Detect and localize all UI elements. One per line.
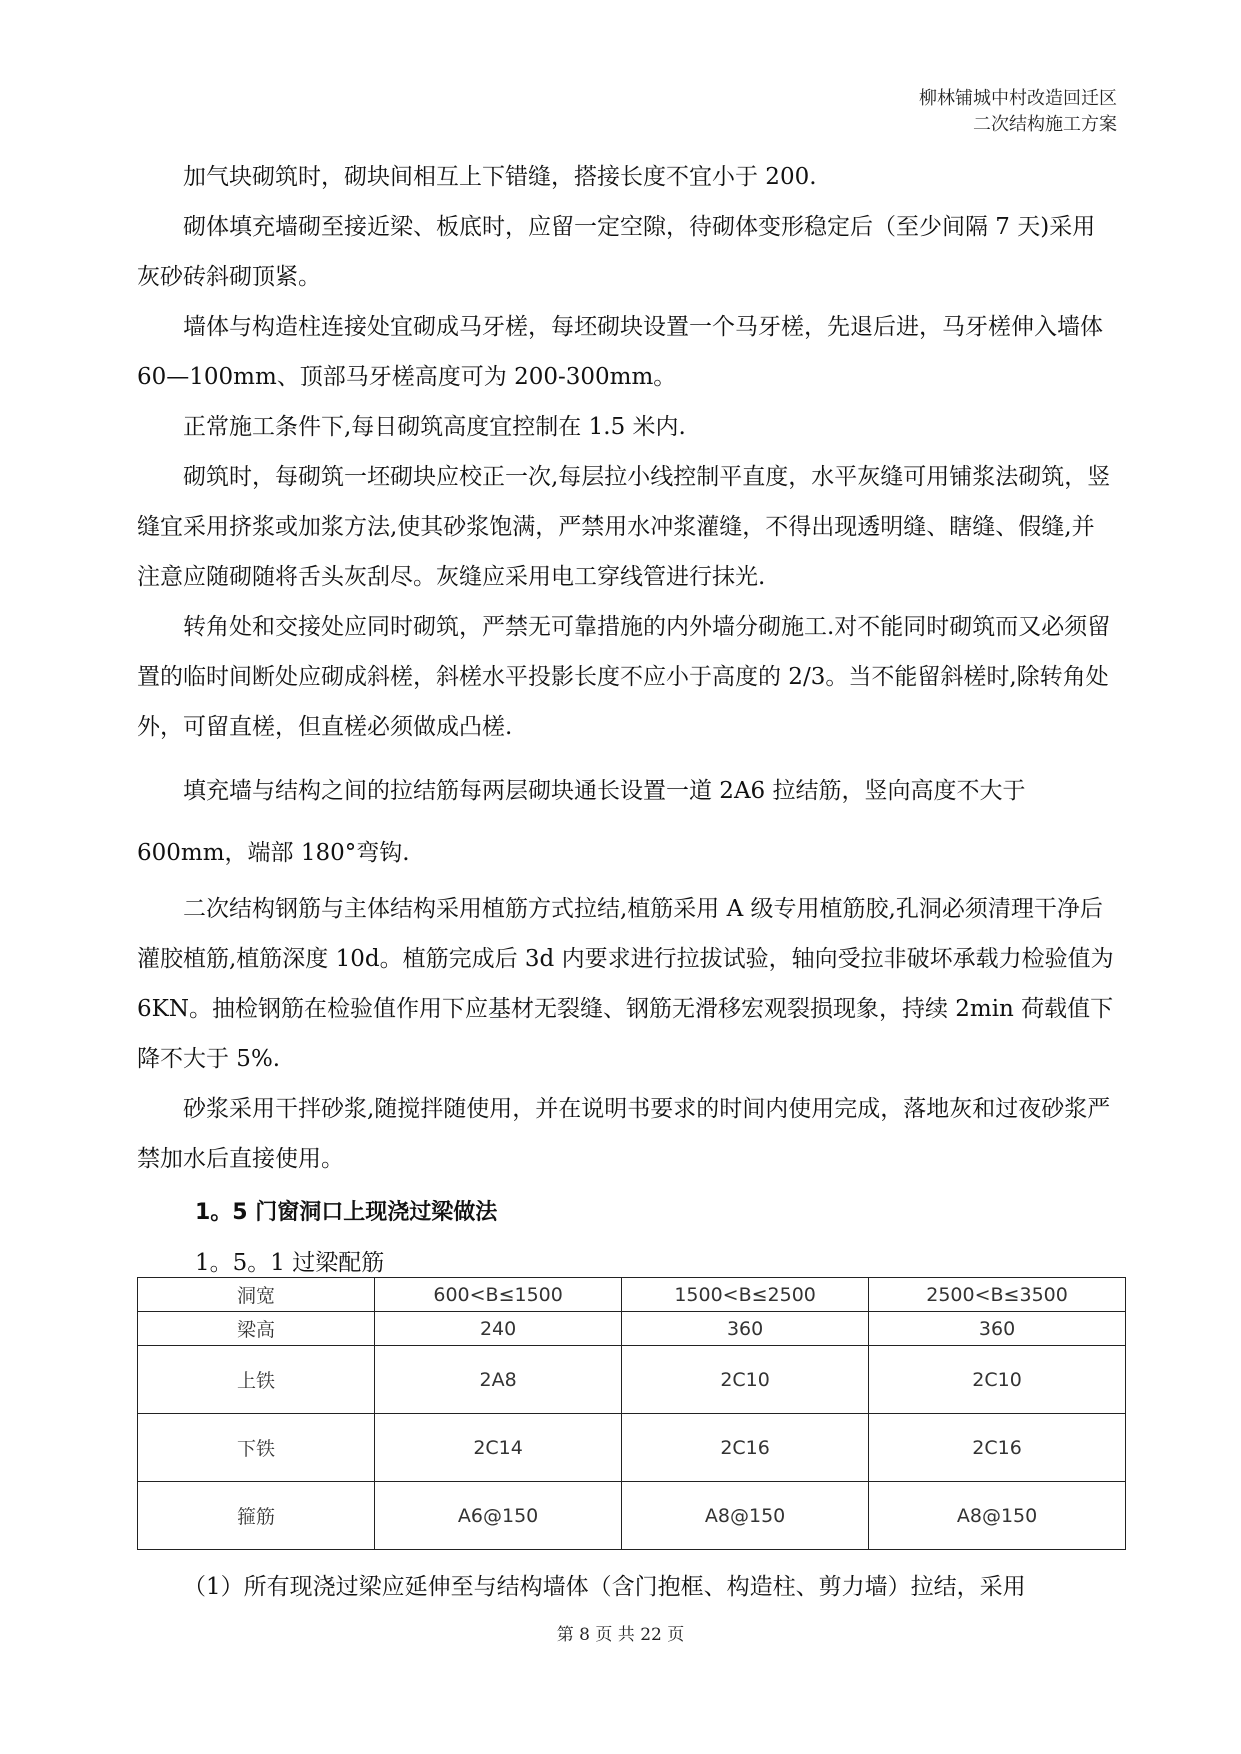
paragraph-block-staggering: 加气块砌筑时，砌块间相互上下错缝，搭接长度不宜小于 200. — [183, 164, 817, 190]
table-cell: 2C10 — [622, 1346, 869, 1414]
paragraph-toothing: 墙体与构造柱连接处宜砌成马牙槎，每坯砌块设置一个马牙槎，先退后进，马牙槎伸入墙体 60—100mm、顶部马牙槎高度可为 200-300mm。 — [137, 314, 1103, 390]
page-header — [919, 86, 1117, 138]
table-cell: 下铁 — [138, 1414, 375, 1482]
table-cell: 2C14 — [375, 1414, 622, 1482]
header-project-name: 柳林铺城中村改造回迁区 — [919, 88, 1117, 109]
table-cell: 2C10 — [869, 1346, 1126, 1414]
table-cell: 360 — [622, 1312, 869, 1346]
paragraph-infill-wall-top: 砌体填充墙砌至接近梁、板底时，应留一定空隙，待砌体变形稳定后（至少间隔 7 天)采用灰砂砖斜砌顶紧。 — [137, 214, 1096, 290]
table-cell: 2C16 — [622, 1414, 869, 1482]
subsection-heading: 1。5。1 过梁配筋 — [195, 1250, 385, 1276]
section-heading: 1。5 门窗洞口上现浇过梁做法 — [195, 1200, 498, 1225]
paragraph-daily-height: 正常施工条件下,每日砌筑高度宜控制在 1.5 米内. — [183, 414, 686, 440]
page-footer: 第 8 页 共 22 页 — [556, 1625, 685, 1645]
table-cell: 2A8 — [375, 1346, 622, 1414]
table-cell: A6@150 — [375, 1482, 622, 1550]
table-row — [138, 1414, 1126, 1482]
table-cell: 箍筋 — [138, 1482, 375, 1550]
table-cell: 360 — [869, 1312, 1126, 1346]
paragraph-masonry-joints: 砌筑时，每砌筑一坯砌块应校正一次,每层拉小线控制平直度，水平灰缝可用铺浆法砌筑，竖缝宜采用挤浆或加浆方法,使其砂浆饱满，严禁用水冲浆灌缝，不得出现透明缝、瞎缝、假缝,并注意应随砌随将舌头灰刮尽。灰缝应采用电工穿线管进行抹光. — [137, 464, 1111, 590]
paragraph-tie-bars: 填充墙与结构之间的拉结筋每两层砌块通长设置一道 2A6 拉结筋，竖向高度不大于600mm，端部 180°弯钩. — [137, 778, 1026, 866]
paragraph-lintel-note-1: （1）所有现浇过梁应延伸至与结构墙体（含门抱框、构造柱、剪力墙）拉结，采用 — [183, 1574, 1026, 1600]
table-row — [138, 1346, 1126, 1414]
table-cell: A8@150 — [869, 1482, 1126, 1550]
table-cell: A8@150 — [622, 1482, 869, 1550]
post-table-text — [137, 1567, 1117, 1607]
table-row — [138, 1482, 1126, 1550]
lintel-reinforcement-table — [137, 1277, 1126, 1550]
table-cell: 600<B≤1500 — [375, 1278, 622, 1312]
table-cell: 上铁 — [138, 1346, 375, 1414]
table-cell: 240 — [375, 1312, 622, 1346]
table-row — [138, 1312, 1126, 1346]
table-row — [138, 1278, 1126, 1312]
paragraph-corners: 转角处和交接处应同时砌筑，严禁无可靠措施的内外墙分砌施工.对不能同时砌筑而又必须留置的临时间断处应砌成斜槎，斜槎水平投影长度不应小于高度的 2/3。当不能留斜槎时,除转角处外，可留直槎，但直槎必须做成凸槎. — [137, 614, 1111, 740]
table-cell: 2C16 — [869, 1414, 1126, 1482]
table-cell: 2500<B≤3500 — [869, 1278, 1126, 1312]
table-cell: 梁高 — [138, 1312, 375, 1346]
header-document-title: 二次结构施工方案 — [973, 114, 1117, 135]
body-text — [137, 152, 1117, 1288]
table-cell: 1500<B≤2500 — [622, 1278, 869, 1312]
paragraph-rebar-planting: 二次结构钢筋与主体结构采用植筋方式拉结,植筋采用 A 级专用植筋胶,孔洞必须清理干净后灌胶植筋,植筋深度 10d。植筋完成后 3d 内要求进行拉拔试验，轴向受拉非破坏承载力检验值为 6KN。抽检钢筋在检验值作用下应基材无裂缝、钢筋无滑移宏观裂损现象，持续 2min 荷载值下降不大于 5%. — [137, 896, 1114, 1072]
paragraph-mortar: 砂浆采用干拌砂浆,随搅拌随使用，并在说明书要求的时间内使用完成，落地灰和过夜砂浆严禁加水后直接使用。 — [137, 1096, 1111, 1172]
table-cell: 洞宽 — [138, 1278, 375, 1312]
